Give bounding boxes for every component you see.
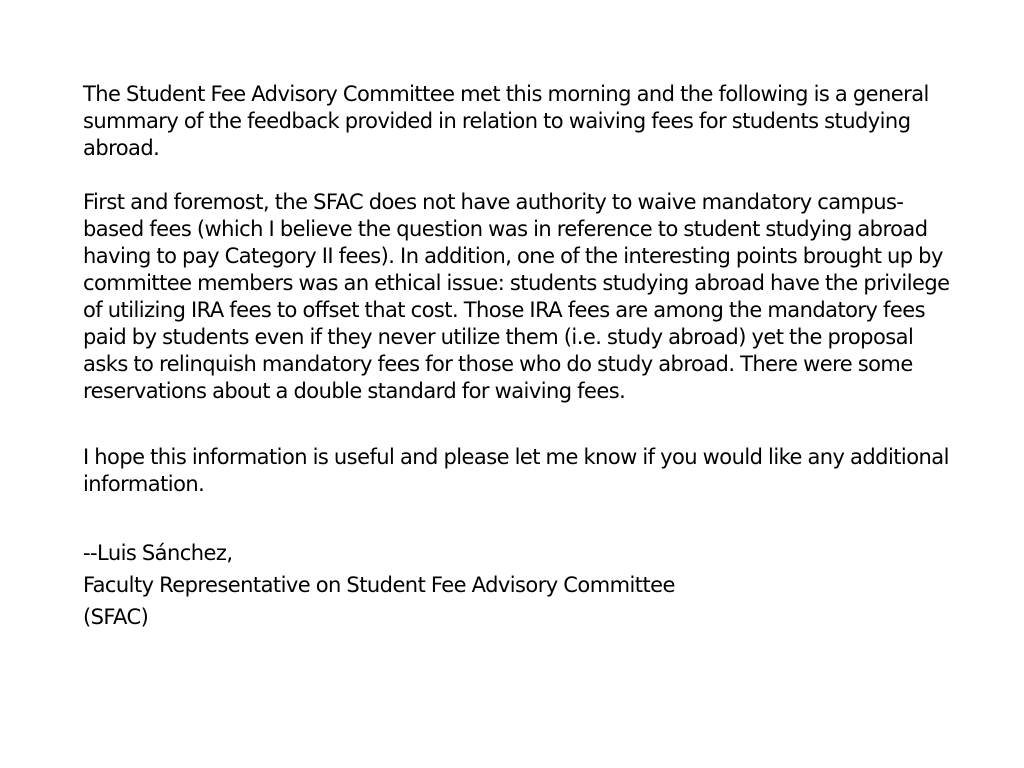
closing-paragraph: I hope this information is useful and please let me know if you would like any additional information. [83,445,949,496]
signature-block [83,537,963,633]
slide-body [83,81,963,633]
signature-abbreviation: (SFAC) [83,605,149,629]
signature-name: --Luis Sánchez, [83,541,233,565]
signature-title: Faculty Representative on Student Fee Advisory Committee [83,573,675,597]
summary-paragraph: The Student Fee Advisory Committee met this morning and the following is a general summary of the feedback provided in relation to waiving fees for students studying abroad. [83,82,929,160]
authority-paragraph: First and foremost, the SFAC does not have authority to waive mandatory campus-based fees (which I believe the question was in reference to student studying abroad having to pay Category II fees). In addition, one of the interesting points brought up by committee members was an ethical issue: students studying abroad have the privilege of utilizing IRA fees to offset that cost. Those IRA fees are among the mandatory fees paid by students even if they never utilize them (i.e. study abroad) yet the proposal asks to relinquish mandatory fees for those who do study abroad. There were some reservations about a double standard for waiving fees. [83,190,950,403]
